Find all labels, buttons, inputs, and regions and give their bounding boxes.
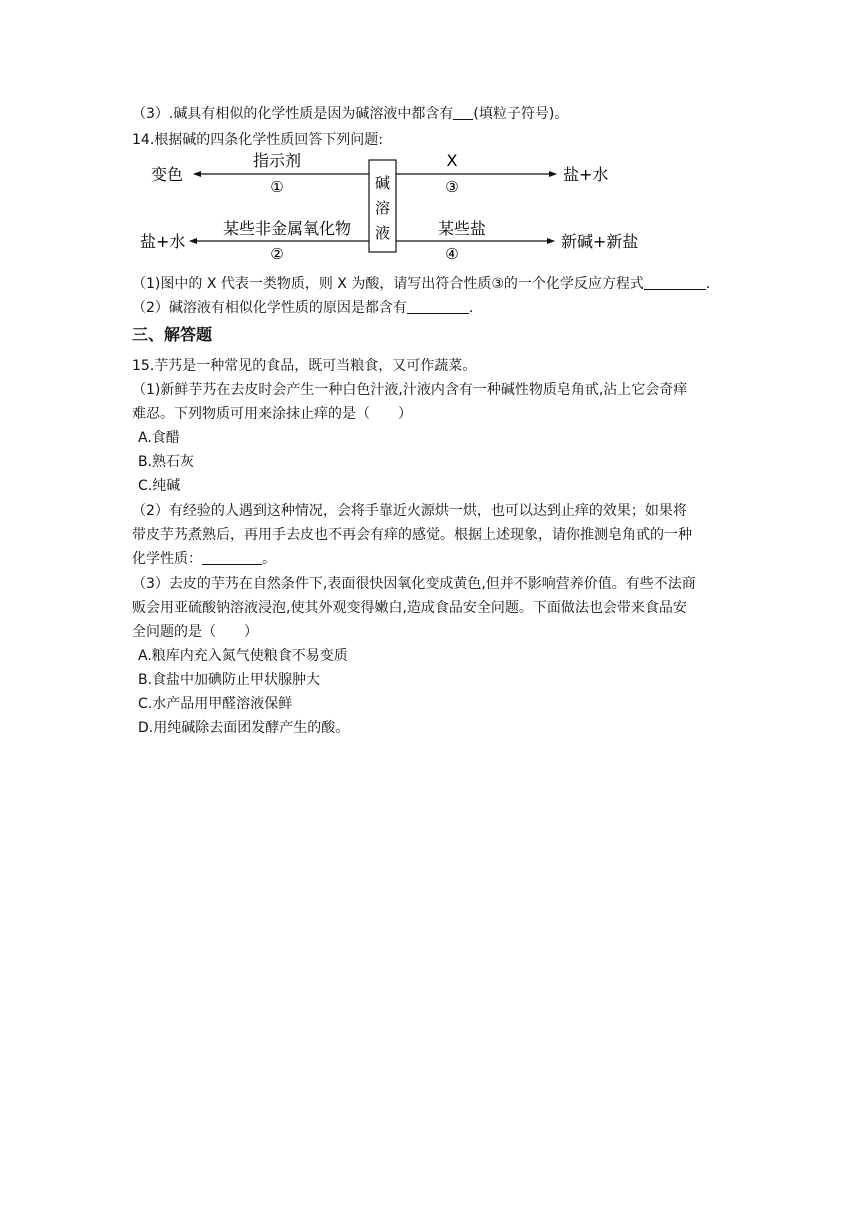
- q15-p3-line2: 贩会用亚硫酸钠溶液浸泡,使其外观变得嫩白,造成食品安全问题。下面做法也会带来食品安: [132, 600, 687, 616]
- center-char-1: 碱: [374, 174, 391, 192]
- q13-part3-suffix: (填粒子符号)。: [473, 106, 569, 122]
- label-indicator: 指示剂: [252, 151, 302, 170]
- q14-sub2: [132, 298, 473, 318]
- q15-p1-line1: （1)新鲜芋艿在去皮时会产生一种白色汁液,汁液内含有一种碱性物质皂角甙,沾上它会奇痒: [132, 382, 688, 398]
- num-4: ④: [445, 245, 459, 263]
- result-new-base-salt: 新碱+新盐: [561, 232, 639, 251]
- base-properties-diagram: [140, 150, 639, 263]
- q13-part3: [132, 104, 568, 124]
- q15-p1-line2: 难忍。下列物质可用来涂抹止痒的是（ ）: [132, 406, 412, 422]
- q15-p3-option-b: B.食盐中加碘防止甲状腺肿大: [138, 672, 321, 688]
- q15-p1-option-a: A.食醋: [138, 430, 180, 446]
- q14-title: 14.根据碱的四条化学性质回答下列问题:: [132, 132, 383, 148]
- label-x: X: [446, 151, 458, 170]
- center-char-2: 溶: [374, 199, 391, 217]
- q15-p2-line2: 带皮芋艿煮熟后，再用手去皮也不再会有痒的感觉。根据上述现象，请你推测皂角甙的一种: [132, 527, 692, 543]
- q15-p2-line1: （2）有经验的人遇到这种情况，会将手靠近火源烘一烘，也可以达到止痒的效果；如果将: [132, 503, 687, 519]
- label-some-salts: 某些盐: [437, 219, 487, 238]
- q15-p3-option-a: A.粮库内充入氮气使粮食不易变质: [138, 648, 348, 664]
- q15-p3-line3: 全问题的是（ ）: [132, 624, 258, 640]
- result-salt-water-2: 盐+水: [140, 232, 186, 251]
- num-1: ①: [270, 178, 284, 196]
- q15-p3-option-c: C.水产品用甲醛溶液保鲜: [138, 696, 293, 712]
- q15-p1-option-c: C.纯碱: [138, 478, 181, 494]
- answer-blank[interactable]: [453, 105, 473, 120]
- answer-blank[interactable]: [202, 550, 262, 565]
- q14-sub1: [132, 274, 710, 294]
- num-3: ③: [445, 178, 459, 196]
- q15-p1-option-b: B.熟石灰: [138, 454, 195, 470]
- q13-part3-text: （3）.碱具有相似的化学性质是因为碱溶液中都含有: [132, 106, 454, 122]
- q15-p3-option-d: D.用纯碱除去面团发酵产生的酸。: [138, 720, 350, 736]
- q15-p2-line3-suffix: 。: [262, 551, 276, 567]
- q14-sub1-suffix: .: [705, 276, 711, 292]
- result-salt-water-1: 盐+水: [563, 165, 609, 184]
- num-2: ②: [270, 245, 284, 263]
- q15-p2-line3-text: 化学性质：: [132, 551, 202, 567]
- section-heading: 三、解答题: [132, 325, 213, 344]
- q15-p2-line3: [132, 549, 276, 569]
- q15-p3-line1: （3）去皮的芋艿在自然条件下,表面很快因氧化变成黄色,但并不影响营养价值。有些不法商: [132, 576, 696, 592]
- q14-sub2-suffix: .: [468, 300, 474, 316]
- label-nonmetal-oxide: 某些非金属氧化物: [222, 219, 352, 238]
- q15-title: 15.芋艿是一种常见的食品，既可当粮食，又可作蔬菜。: [132, 358, 477, 374]
- q14-sub2-text: （2）碱溶液有相似化学性质的原因是都含有: [132, 300, 407, 316]
- answer-blank[interactable]: [407, 299, 469, 314]
- q14-sub1-text: （1)图中的 X 代表一类物质，则 X 为酸，请写出符合性质③的一个化学反应方程式: [132, 276, 644, 292]
- answer-blank[interactable]: [644, 275, 706, 290]
- result-color-change: 变色: [151, 165, 184, 184]
- center-char-3: 液: [374, 224, 391, 242]
